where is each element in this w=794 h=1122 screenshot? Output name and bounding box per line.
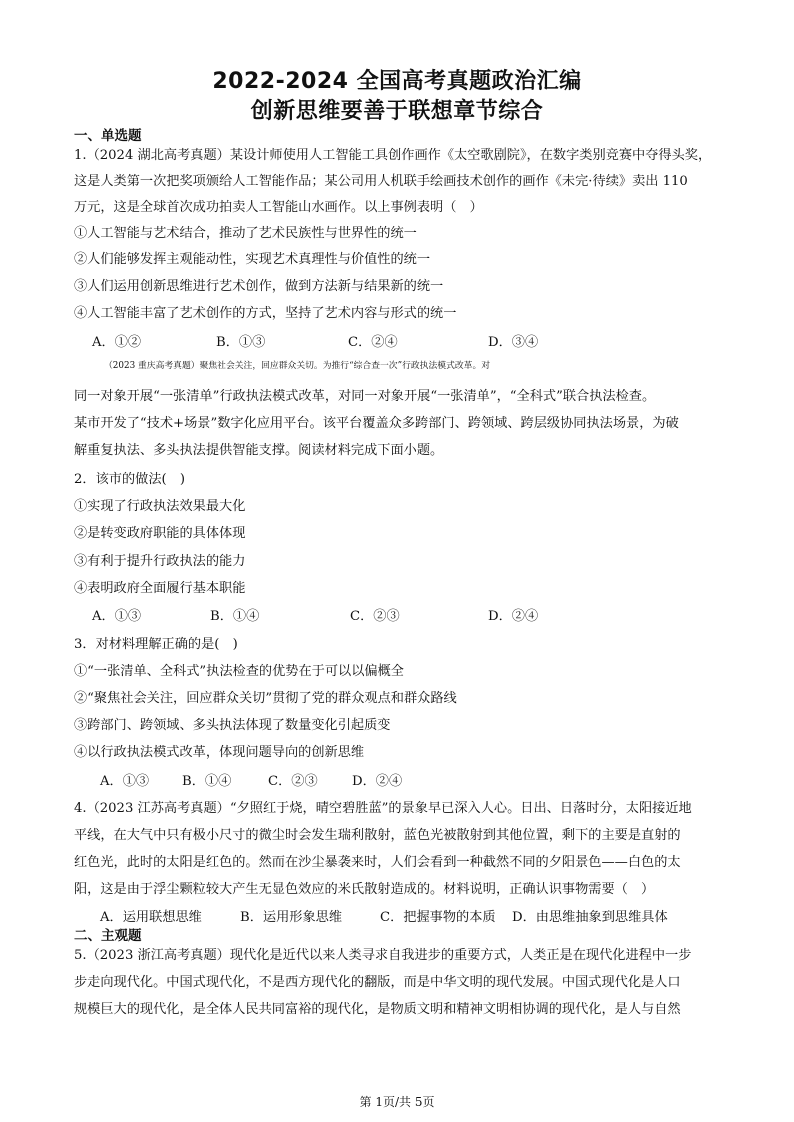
q4-stem-line4: 阳，这是由于浮尘颗粒较大产生无显色效应的米氏散射造成的。材料说明，正确认识事物需要（ ） [74,882,655,897]
section-heading-single-choice: 一、单选题 [74,128,142,144]
q4-option-d[interactable]: D．由思维抽象到思维具体 [512,910,668,925]
q1-item-4: ④人工智能丰富了艺术创作的方式，坚持了艺术内容与形式的统一 [74,306,457,321]
doc-title-line2: 创新思维要善于联想章节综合 [250,99,544,124]
q2-item-2: ②是转变政府职能的具体体现 [74,526,246,541]
doc-title-line1: 2022-2024 全国高考真题政治汇编 [212,69,582,94]
q2-option-d[interactable]: D．②④ [488,609,539,624]
q3-option-a[interactable]: A．①③ [100,774,150,789]
q1-stem-line1: 1.（2024 湖北高考真题）某设计师使用人工智能工具创作画作《太空歌剧院》，在数字类别竞赛中夺得头奖， [74,148,712,163]
q3-option-b[interactable]: B．①④ [182,774,232,789]
q3-item-4: ④以行政执法模式改革，体现问题导向的创新思维 [74,745,365,760]
q1-option-d[interactable]: D．③④ [488,335,539,350]
q4-option-b[interactable]: B．运用形象思维 [240,910,343,925]
q1-item-3: ③人们运用创新思维进行艺术创作，做到方法新与结果新的统一 [74,279,444,294]
q1-stem-line2: 这是人类第一次把奖项颁给人工智能作品；某公司用人机联手绘画技术创作的画作《未完·待续》卖出 110 [74,174,688,189]
material-line1: （2023 重庆高考真题）聚焦社会关注，回应群众关切。为推行“综合查一次”行政执法模式改革。对 [104,361,491,371]
q1-item-2: ②人们能够发挥主观能动性，实现艺术真理性与价值性的统一 [74,252,431,267]
q1-option-a[interactable]: A．①② [92,335,142,350]
q1-option-c[interactable]: C．②④ [348,335,398,350]
q2-option-c[interactable]: C．②③ [350,609,400,624]
q1-option-b[interactable]: B．①③ [216,335,266,350]
q2-stem: 2．该市的做法( ) [74,472,185,487]
q4-stem-line3: 红色光，此时的太阳是红色的。然而在沙尘暴袭来时，人们会看到一种截然不同的夕阳景色——白色的太 [74,855,681,870]
q1-options [92,331,732,351]
q3-option-d[interactable]: D．②④ [352,774,403,789]
q2-option-a[interactable]: A．①③ [92,609,142,624]
q5-stem-line3: 规模巨大的现代化，是全体人民共同富裕的现代化，是物质文明和精神文明相协调的现代化，是人与自然 [74,1002,681,1017]
q4-stem-line2: 平线，在大气中只有极小尺寸的微尘时会发生瑞利散射，蓝色光被散射到其他位置，剩下的主要是直射的 [74,828,681,843]
q1-stem-line3: 万元，这是全球首次成功拍卖人工智能山水画作。以上事例表明（ ） [74,200,483,215]
q4-options [92,906,732,926]
q4-option-c[interactable]: C．把握事物的本质 [380,910,496,925]
q3-option-c[interactable]: C．②③ [268,774,318,789]
material-line2: 同一对象开展“一张清单”行政执法模式改革，对同一对象开展“一张清单”，“全科式”联合执法检查。 [74,389,656,404]
material-line3: 某市开发了“技术+场景”数字化应用平台。该平台覆盖众多跨部门、跨领域、跨层级协同执法场景，为破 [74,416,679,431]
page-footer: 第 1页/共 5页 [359,1095,435,1109]
q3-item-2: ②“聚焦社会关注，回应群众关切”贯彻了党的群众观点和群众路线 [74,691,457,706]
q2-item-1: ①实现了行政执法效果最大化 [74,499,246,514]
q5-stem-line1: 5.（2023 浙江高考真题）现代化是近代以来人类寻求自我进步的重要方式，人类正是在现代化进程中一步 [74,948,692,963]
q3-options [92,770,732,790]
q3-stem: 3．对材料理解正确的是( ) [74,637,238,652]
q1-item-1: ①人工智能与艺术结合，推动了艺术民族性与世界性的统一 [74,226,417,241]
q4-option-a[interactable]: A．运用联想思维 [100,910,202,925]
q4-stem-line1: 4.（2023 江苏高考真题）“夕照红于烧，晴空碧胜蓝”的景象早已深入人心。日出、日落时分，太阳接近地 [74,801,692,816]
section-heading-subjective: 二、主观题 [74,928,142,944]
q2-item-3: ③有利于提升行政执法的能力 [74,554,246,569]
q3-item-3: ③跨部门、跨领域、多头执法体现了数量变化引起质变 [74,718,391,733]
q5-stem-line2: 步走向现代化。中国式现代化，不是西方现代化的翻版，而是中华文明的现代发展。中国式现代化是人口 [74,975,681,990]
q2-item-4: ④表明政府全面履行基本职能 [74,581,246,596]
q2-options [92,605,732,625]
material-line4: 解重复执法、多头执法提供智能支撑。阅读材料完成下面小题。 [74,443,444,458]
q3-item-1: ①“一张清单、全科式”执法检查的优势在于可以以偏概全 [74,664,404,679]
q2-option-b[interactable]: B．①④ [210,609,260,624]
